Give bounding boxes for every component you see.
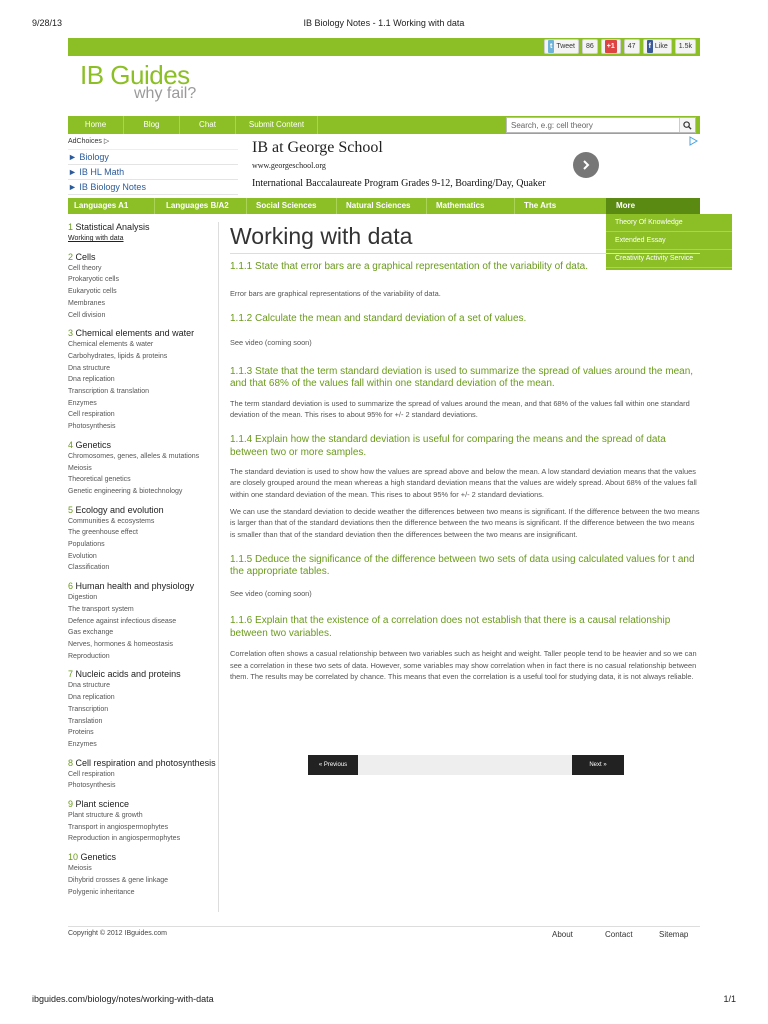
ad-link-ib-hl-math[interactable]: ► IB HL Math xyxy=(68,165,238,180)
sidebar-section-label: Ecology and evolution xyxy=(75,504,164,515)
sidebar-item[interactable]: Dna structure xyxy=(68,364,111,372)
sidebar-item[interactable]: Enzymes xyxy=(68,740,97,748)
search-box xyxy=(506,117,696,133)
sidebar-item[interactable]: Nerves, hormones & homeostasis xyxy=(68,640,174,648)
sidebar-section-number: 8 xyxy=(68,757,74,768)
sidebar-section-number: 5 xyxy=(68,504,74,515)
sidebar-item[interactable]: Meiosis xyxy=(68,464,92,472)
ad-link-ib-biology-notes[interactable]: ► IB Biology Notes xyxy=(68,180,238,195)
section-body: Error bars are graphical representations of the variability of data. xyxy=(230,288,441,298)
dropdown-extended-essay[interactable]: Extended Essay xyxy=(606,232,732,250)
facebook-icon: f xyxy=(647,40,653,53)
search-input[interactable] xyxy=(507,118,679,132)
cat-the-arts[interactable]: The Arts xyxy=(524,201,557,210)
print-date: 9/28/13 xyxy=(32,18,63,28)
main-nav xyxy=(68,116,700,134)
sidebar-item[interactable]: Dna replication xyxy=(68,694,115,702)
cat-more[interactable]: More xyxy=(606,198,700,214)
sidebar-item[interactable]: Transport in angiospermophytes xyxy=(68,823,169,831)
sidebar-item[interactable]: The greenhouse effect xyxy=(68,529,138,537)
previous-button[interactable]: « Previous xyxy=(308,755,358,775)
section-heading: 1.1.3 State that the term standard deviation is used to summarize the spread of values around the mean, and that 68% of the values fall within one standard deviation of the mean. xyxy=(230,365,694,390)
adchoices-icon: ▷ xyxy=(103,138,110,145)
sidebar-section xyxy=(68,669,218,750)
next-button[interactable]: Next » xyxy=(572,755,624,775)
nav-submit-content[interactable]: Submit Content xyxy=(236,116,318,134)
sidebar-section xyxy=(68,505,218,575)
sidebar-item[interactable]: Proteins xyxy=(68,729,94,737)
sidebar-divider xyxy=(218,222,219,912)
sidebar-section-number: 10 xyxy=(68,852,79,863)
sidebar-section-title[interactable] xyxy=(68,758,218,769)
sidebar-item[interactable]: Meiosis xyxy=(68,865,92,873)
sidebar-item[interactable]: Carbohydrates, lipids & proteins xyxy=(68,352,168,360)
ad-arrow-button[interactable] xyxy=(573,152,599,178)
sidebar-section-title[interactable] xyxy=(68,505,218,516)
sidebar-item[interactable]: Classification xyxy=(68,564,110,572)
top-bar xyxy=(68,38,700,56)
sidebar-section-title[interactable] xyxy=(68,669,218,680)
section-body: See video (coming soon) xyxy=(230,588,312,598)
social-buttons xyxy=(544,39,696,54)
nav-chat[interactable]: Chat xyxy=(180,116,236,134)
sidebar-item[interactable]: Reproduction xyxy=(68,652,110,660)
sidebar-item[interactable]: Membranes xyxy=(68,299,105,307)
site-logo[interactable] xyxy=(80,60,196,103)
section-body: We can use the standard deviation to decide weather the differences between two means is significant. If the difference between the two means is larger than that of the standard deviations then the difference between the two means is significant. If the difference between the two means is smaller than that of the standard deviation then the differences between the two means are insignificant. xyxy=(230,507,700,539)
sidebar-section-title[interactable] xyxy=(68,222,218,233)
section-heading: 1.1.5 Deduce the significance of the difference between two sets of data using calculated values for t and the appropriate tables. xyxy=(230,553,695,578)
sidebar-section xyxy=(68,222,218,245)
sidebar-item[interactable]: Chemical elements & water xyxy=(68,341,154,349)
sidebar-section-number: 2 xyxy=(68,251,74,262)
nav-blog[interactable]: Blog xyxy=(124,116,180,134)
sidebar-item[interactable]: Polygenic inheritance xyxy=(68,888,135,896)
cat-languages-a1[interactable]: Languages A1 xyxy=(74,201,129,210)
print-page-number: 1/1 xyxy=(723,994,736,1004)
section-heading: 1.1.4 Explain how the standard deviation is useful for comparing the means and the spread of data between two or more samples. xyxy=(230,434,666,458)
sidebar-section xyxy=(68,440,218,498)
sidebar-item[interactable]: Eukaryotic cells xyxy=(68,288,117,296)
sidebar-item[interactable]: Communities & ecosystems xyxy=(68,517,155,525)
dropdown-creativity-activity-service[interactable]: Creativity Activity Service xyxy=(606,250,732,268)
sidebar-section-title[interactable] xyxy=(68,252,218,263)
section-heading: 1.1.2 Calculate the mean and standard deviation of a set of values. xyxy=(230,312,527,324)
google-plus-icon: +1 xyxy=(605,40,617,53)
sidebar-section-label: Genetics xyxy=(80,852,117,863)
sidebar-section xyxy=(68,328,218,433)
chevron-right-icon xyxy=(580,159,592,171)
sidebar-section xyxy=(68,581,218,662)
section-body: The term standard deviation is used to summarize the spread of values around the mean, and that 68% of the values fall within one standard deviation of the mean. This rises to about 95% for +/- 2 standard deviations. xyxy=(230,398,690,419)
dropdown-theory-of-knowledge[interactable]: Theory Of Knowledge xyxy=(606,214,732,232)
sidebar-section-label: Genetics xyxy=(75,439,112,450)
print-url: ibguides.com/biology/notes/working-with-data xyxy=(32,994,214,1004)
sidebar-section-number: 7 xyxy=(68,669,74,680)
sidebar-section-number: 1 xyxy=(68,222,74,232)
sidebar-section-label: Cells xyxy=(75,251,96,262)
logo-tagline: why fail? xyxy=(134,85,197,102)
sidebar-section-label: Statistical Analysis xyxy=(75,222,150,232)
section-body: The standard deviation is used to show how the values are spread above and below the mean. A low standard deviation means that the values are closely grouped around the mean whereas a high standard deviation means that the values are widely spread. About 68% of the values fall within one standard deviation of the mean. This rises to about 95% for +/- 2 standard deviations. xyxy=(230,467,697,499)
sidebar-item[interactable]: Genetic engineering & biotechnology xyxy=(68,487,183,495)
tweet-button[interactable] xyxy=(544,39,579,54)
sidebar-section-label: Nucleic acids and proteins xyxy=(75,669,181,680)
sidebar-item[interactable]: Prokaryotic cells xyxy=(68,276,119,284)
sidebar-item[interactable]: Cell division xyxy=(68,311,106,319)
sidebar-item[interactable]: Dihybrid crosses & gene linkage xyxy=(68,876,168,884)
category-nav xyxy=(68,198,700,214)
sidebar-item[interactable]: Working with data xyxy=(68,235,124,242)
section-heading: 1.1.6 Explain that the existence of a correlation does not establish that there is a causal relationship between two variables. xyxy=(230,615,671,639)
sidebar-item[interactable]: Reproduction in angiospermophytes xyxy=(68,835,181,843)
sidebar-item[interactable]: Enzymes xyxy=(68,399,97,407)
sidebar-section-label: Human health and physiology xyxy=(75,581,195,592)
sidebar-item[interactable]: Cell respiration xyxy=(68,411,115,419)
ad-link-biology[interactable]: ► Biology xyxy=(68,150,238,165)
sidebar-section-title[interactable] xyxy=(68,328,218,339)
search-button[interactable] xyxy=(679,118,695,132)
sidebar-item[interactable]: Gas exchange xyxy=(68,629,114,637)
footer-link-about[interactable]: About xyxy=(552,930,573,939)
sidebar-item[interactable]: Photosynthesis xyxy=(68,782,116,790)
sidebar-section-number: 4 xyxy=(68,439,74,450)
pager xyxy=(308,755,624,775)
page-title: Working with data xyxy=(230,223,413,249)
sidebar-item[interactable]: Translation xyxy=(68,717,103,725)
sidebar-item[interactable]: Chromosomes, genes, alleles & mutations xyxy=(68,452,200,460)
cat-mathematics[interactable]: Mathematics xyxy=(436,201,485,210)
sidebar-item[interactable]: Cell respiration xyxy=(68,770,115,778)
sidebar-section xyxy=(68,799,218,845)
sidebar-item[interactable]: The transport system xyxy=(68,605,134,613)
footer-link-sitemap[interactable]: Sitemap xyxy=(659,930,689,939)
tweet-count: 86 xyxy=(582,39,598,54)
logo-title: IB Guides xyxy=(80,60,190,90)
plusone-count: 47 xyxy=(624,39,640,54)
print-title: IB Biology Notes - 1.1 Working with data xyxy=(303,18,465,28)
sidebar-item[interactable]: Defence against infectious disease xyxy=(68,617,177,625)
section-body: Correlation often shows a casual relationship between two variables such as height and weight. Taller people tend to be heavier and so we can see a correlation in these two sets of data. However, some variables may show correlation when in fact there is no casual relationship between them. The results may be correlated by chance. This means that even the correlation is a useful tool for studying data, it is not always reliable. xyxy=(230,649,697,681)
sidebar-item[interactable]: Theoretical genetics xyxy=(68,476,131,484)
cat-natural-sciences[interactable]: Natural Sciences xyxy=(346,201,411,210)
sidebar-item[interactable]: Plant structure & growth xyxy=(68,812,143,820)
sidebar-item[interactable]: Cell theory xyxy=(68,264,102,272)
sidebar-section-title[interactable] xyxy=(68,852,218,863)
title-divider xyxy=(230,253,700,254)
sidebar-section-title[interactable] xyxy=(68,799,218,810)
sidebar-section-label: Chemical elements and water xyxy=(75,328,195,339)
ad-links xyxy=(68,136,238,195)
plusone-button[interactable] xyxy=(601,39,621,54)
ad-info-icon[interactable] xyxy=(688,136,698,146)
like-count: 1.5k xyxy=(675,39,696,54)
sidebar-item[interactable]: Transcription & translation xyxy=(68,388,150,396)
main-content xyxy=(230,222,700,682)
section-body: See video (coming soon) xyxy=(230,338,312,348)
sidebar-item[interactable]: Populations xyxy=(68,541,105,549)
footer-link-contact[interactable]: Contact xyxy=(605,930,633,939)
copyright: Copyright © 2012 IBguides.com xyxy=(68,930,167,937)
cat-languages-b-a2[interactable]: Languages B/A2 xyxy=(166,201,229,210)
sidebar-section xyxy=(68,252,218,322)
sidebar-item[interactable]: Evolution xyxy=(68,552,97,560)
ad-banner-description: International Baccalaureate Program Grades 9-12, Boarding/Day, Quaker xyxy=(252,178,546,189)
sidebar-item[interactable]: Dna replication xyxy=(68,376,115,384)
sidebar-item[interactable]: Transcription xyxy=(68,705,109,713)
search-icon xyxy=(683,121,692,130)
sidebar-section xyxy=(68,758,218,792)
section-heading: 1.1.1 State that error bars are a graphical representation of the variability of data. xyxy=(230,261,588,272)
sidebar-section-number: 6 xyxy=(68,581,74,592)
sidebar-section-title[interactable] xyxy=(68,581,218,592)
like-button[interactable] xyxy=(643,39,672,54)
sidebar-section-title[interactable] xyxy=(68,440,218,451)
sidebar-section-number: 3 xyxy=(68,328,74,339)
like-label: Like xyxy=(654,43,668,50)
cat-social-sciences[interactable]: Social Sciences xyxy=(256,201,317,210)
ad-banner[interactable] xyxy=(240,136,700,196)
twitter-icon: t xyxy=(548,40,554,53)
footer-divider xyxy=(68,926,700,927)
sidebar xyxy=(68,222,218,905)
sidebar-section-number: 9 xyxy=(68,799,74,810)
sidebar-item[interactable]: Dna structure xyxy=(68,682,111,690)
adchoices-label[interactable]: AdChoices ▷ xyxy=(68,136,238,150)
ad-banner-title: IB at George School xyxy=(252,139,383,156)
tweet-label: Tweet xyxy=(556,43,575,50)
sidebar-item[interactable]: Photosynthesis xyxy=(68,423,116,431)
sidebar-section-label: Plant science xyxy=(75,799,130,810)
sidebar-section xyxy=(68,852,218,898)
sidebar-section-label: Cell respiration and photosynthesis xyxy=(75,757,216,768)
sidebar-item[interactable]: Digestion xyxy=(68,594,98,602)
ad-banner-url: www.georgeschool.org xyxy=(252,161,326,170)
nav-home[interactable]: Home xyxy=(68,116,124,134)
